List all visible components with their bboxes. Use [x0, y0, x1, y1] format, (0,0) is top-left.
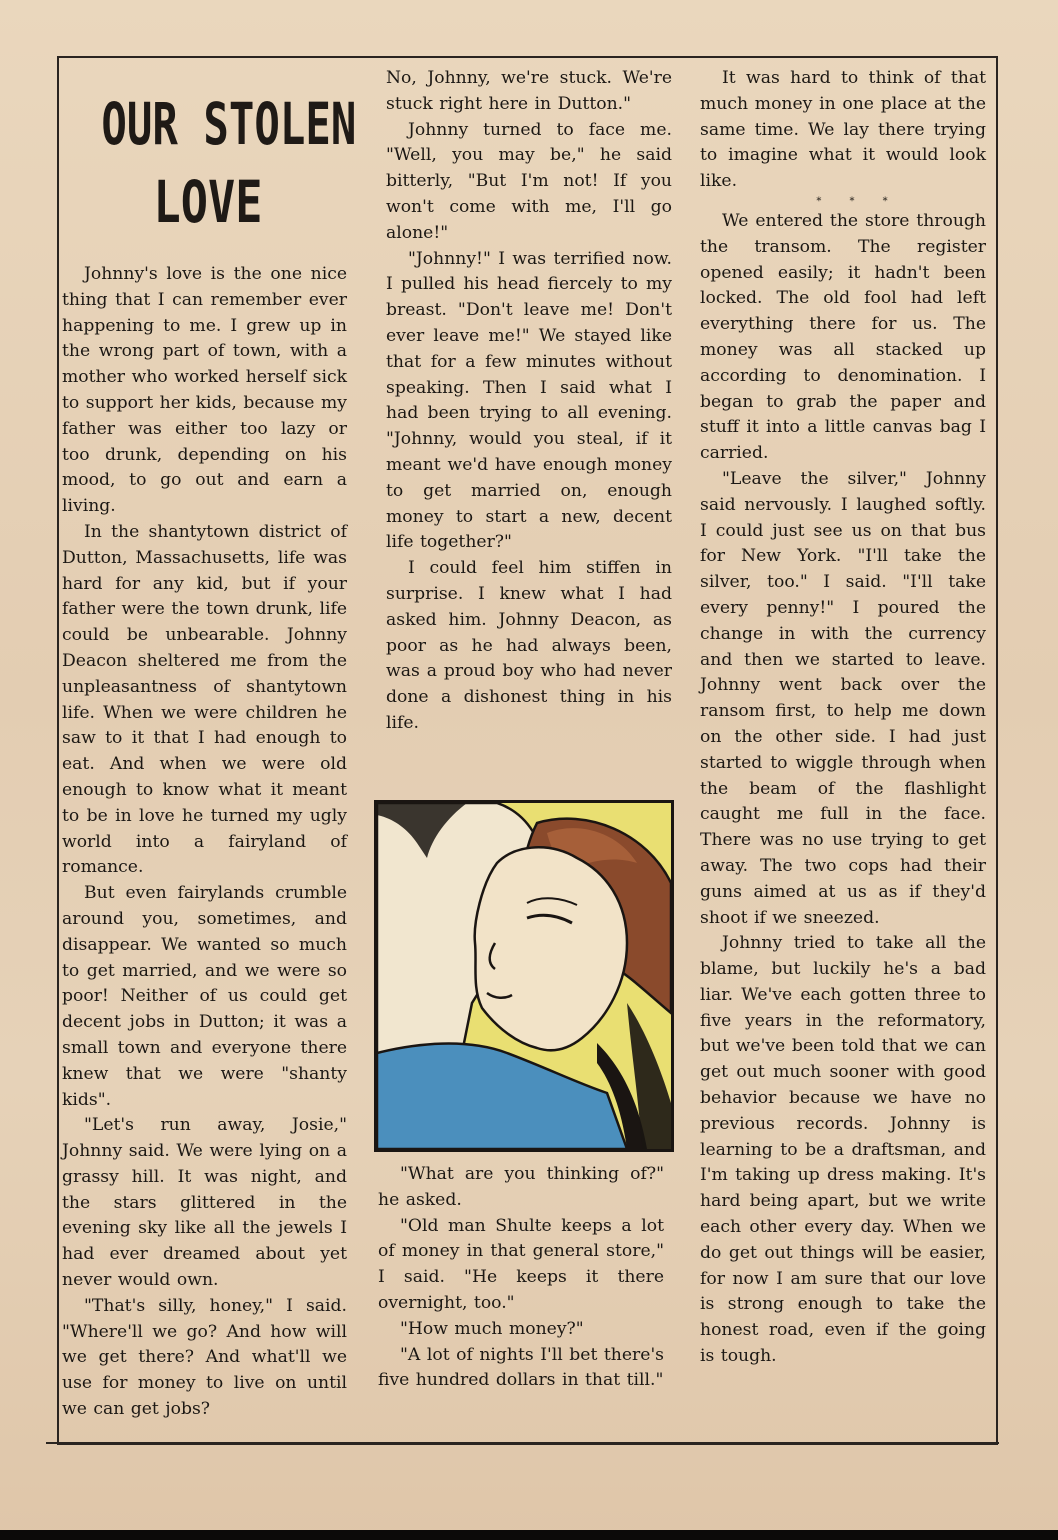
title-line-1: OUR STOLEN — [101, 90, 357, 158]
paragraph: I could feel him stiffen in surprise. I knew what I had asked him. Johnny Deacon, as poor as he had always been, was a proud boy who had never done a dishonest thing in his life. — [386, 558, 672, 733]
text-column-2-top — [386, 66, 672, 737]
section-break: * * * — [816, 195, 900, 207]
paragraph: It was hard to think of that much money in one place at the same time. We lay there trying to imagine what it would look like. — [700, 68, 986, 192]
paragraph: No, Johnny, we're stuck. We're stuck right here in Dutton." — [386, 68, 672, 114]
paragraph: In the shantytown district of Dutton, Massachusetts, life was hard for any kid, but if your father were the town drunk, life could be unbearable. Johnny Deacon sheltered me from the unpleasantness of shantytown life. When we were children he saw to it that I had enough to eat. And when we were old enough to know what it meant to be in love he turned my ugly world into a fairyland of romance. — [62, 521, 347, 878]
title-line-2: LOVE — [153, 168, 263, 236]
story-title — [62, 90, 357, 236]
paragraph: "Let's run away, Josie," Johnny said. We were lying on a grassy hill. It was night, and the stars glittered in the evening sky like all the jewels I had ever dreamed about yet never would own. — [62, 1115, 347, 1291]
paragraph: "A lot of nights I'll bet there's five hundred dollars in that till." — [378, 1344, 664, 1391]
paragraph: But even fairylands crumble around you, sometimes, and disappear. We wanted so much to get married, and we were so poor! Neither of us could get decent jobs in Dutton; it was a small town and everyone there knew that we were "shanty kids". — [62, 883, 347, 1110]
paragraph: "Old man Shulte keeps a lot of money in that general store," I said. "He keeps it there overnight, too." — [378, 1215, 664, 1313]
scan-edge — [0, 1530, 1058, 1540]
paragraph: "Johnny!" I was terrified now. I pulled his head fiercely to my breast. "Don't leave me! Don't ever leave me!" We stayed like that for a few minutes without speaking. Then I said what I had been trying to all evening. "Johnny, would you steal, if it meant we'd have enough money to get married on, enough money to start a new, decent life together?" — [386, 248, 672, 553]
paragraph: "That's silly, honey," I said. "Where'll we go? And how will we get there? And what'll we use for money to live on until we can get jobs? — [62, 1295, 347, 1420]
paragraph: "What are you thinking of?" he asked. — [378, 1164, 664, 1210]
text-column-2-bottom — [378, 1162, 664, 1394]
text-column-1 — [62, 262, 347, 1423]
text-column-3 — [700, 66, 986, 1370]
paragraph: "How much money?" — [400, 1318, 584, 1339]
paragraph: Johnny turned to face me. "Well, you may be," he said bitterly, "But I'm not! If you won't come with me, I'll go alone!" — [386, 119, 672, 243]
kissing-couple-illustration — [377, 803, 671, 1149]
illustration-panel — [374, 800, 674, 1152]
paragraph: We entered the store through the transom. The register opened easily; it hadn't been locked. The old fool had left everything there for us. The money was all stacked up according to denomination. I began to grab the paper and stuff it into a little canvas bag I carried. — [700, 210, 986, 464]
paragraph: Johnny tried to take all the blame, but luckily he's a bad liar. We've each gotten three to five years in the reformatory, but we've been told that we can get out much sooner with good behavior because we have no previous records. Johnny is learning to be a draftsman, and I'm taking up dress making. It's hard being apart, but we write each other every day. When we do get out things will be easier, for now I am sure that our love is strong enough to take the honest road, even if the going is tough. — [700, 933, 986, 1367]
bottom-rule — [46, 1442, 999, 1444]
paragraph: "Leave the silver," Johnny said nervously. I laughed softly. I could just see us on that bus for New York. "I'll take the silver, too." I said. "I'll take every penny!" I poured the change in with the currency and then we started to leave. Johnny went back over the ransom first, to help me down on the other side. I had just started to wiggle through when the beam of the flashlight caught me full in the face. There was no use trying to get away. The two cops had their guns aimed at us as if they'd shoot if we sneezed. — [700, 468, 986, 928]
paragraph: Johnny's love is the one nice thing that I can remember ever happening to me. I grew up in the wrong part of town, with a mother who worked herself sick to support her kids, because my father was either too lazy or too drunk, depending on his mood, to go out and earn a living. — [62, 264, 347, 517]
